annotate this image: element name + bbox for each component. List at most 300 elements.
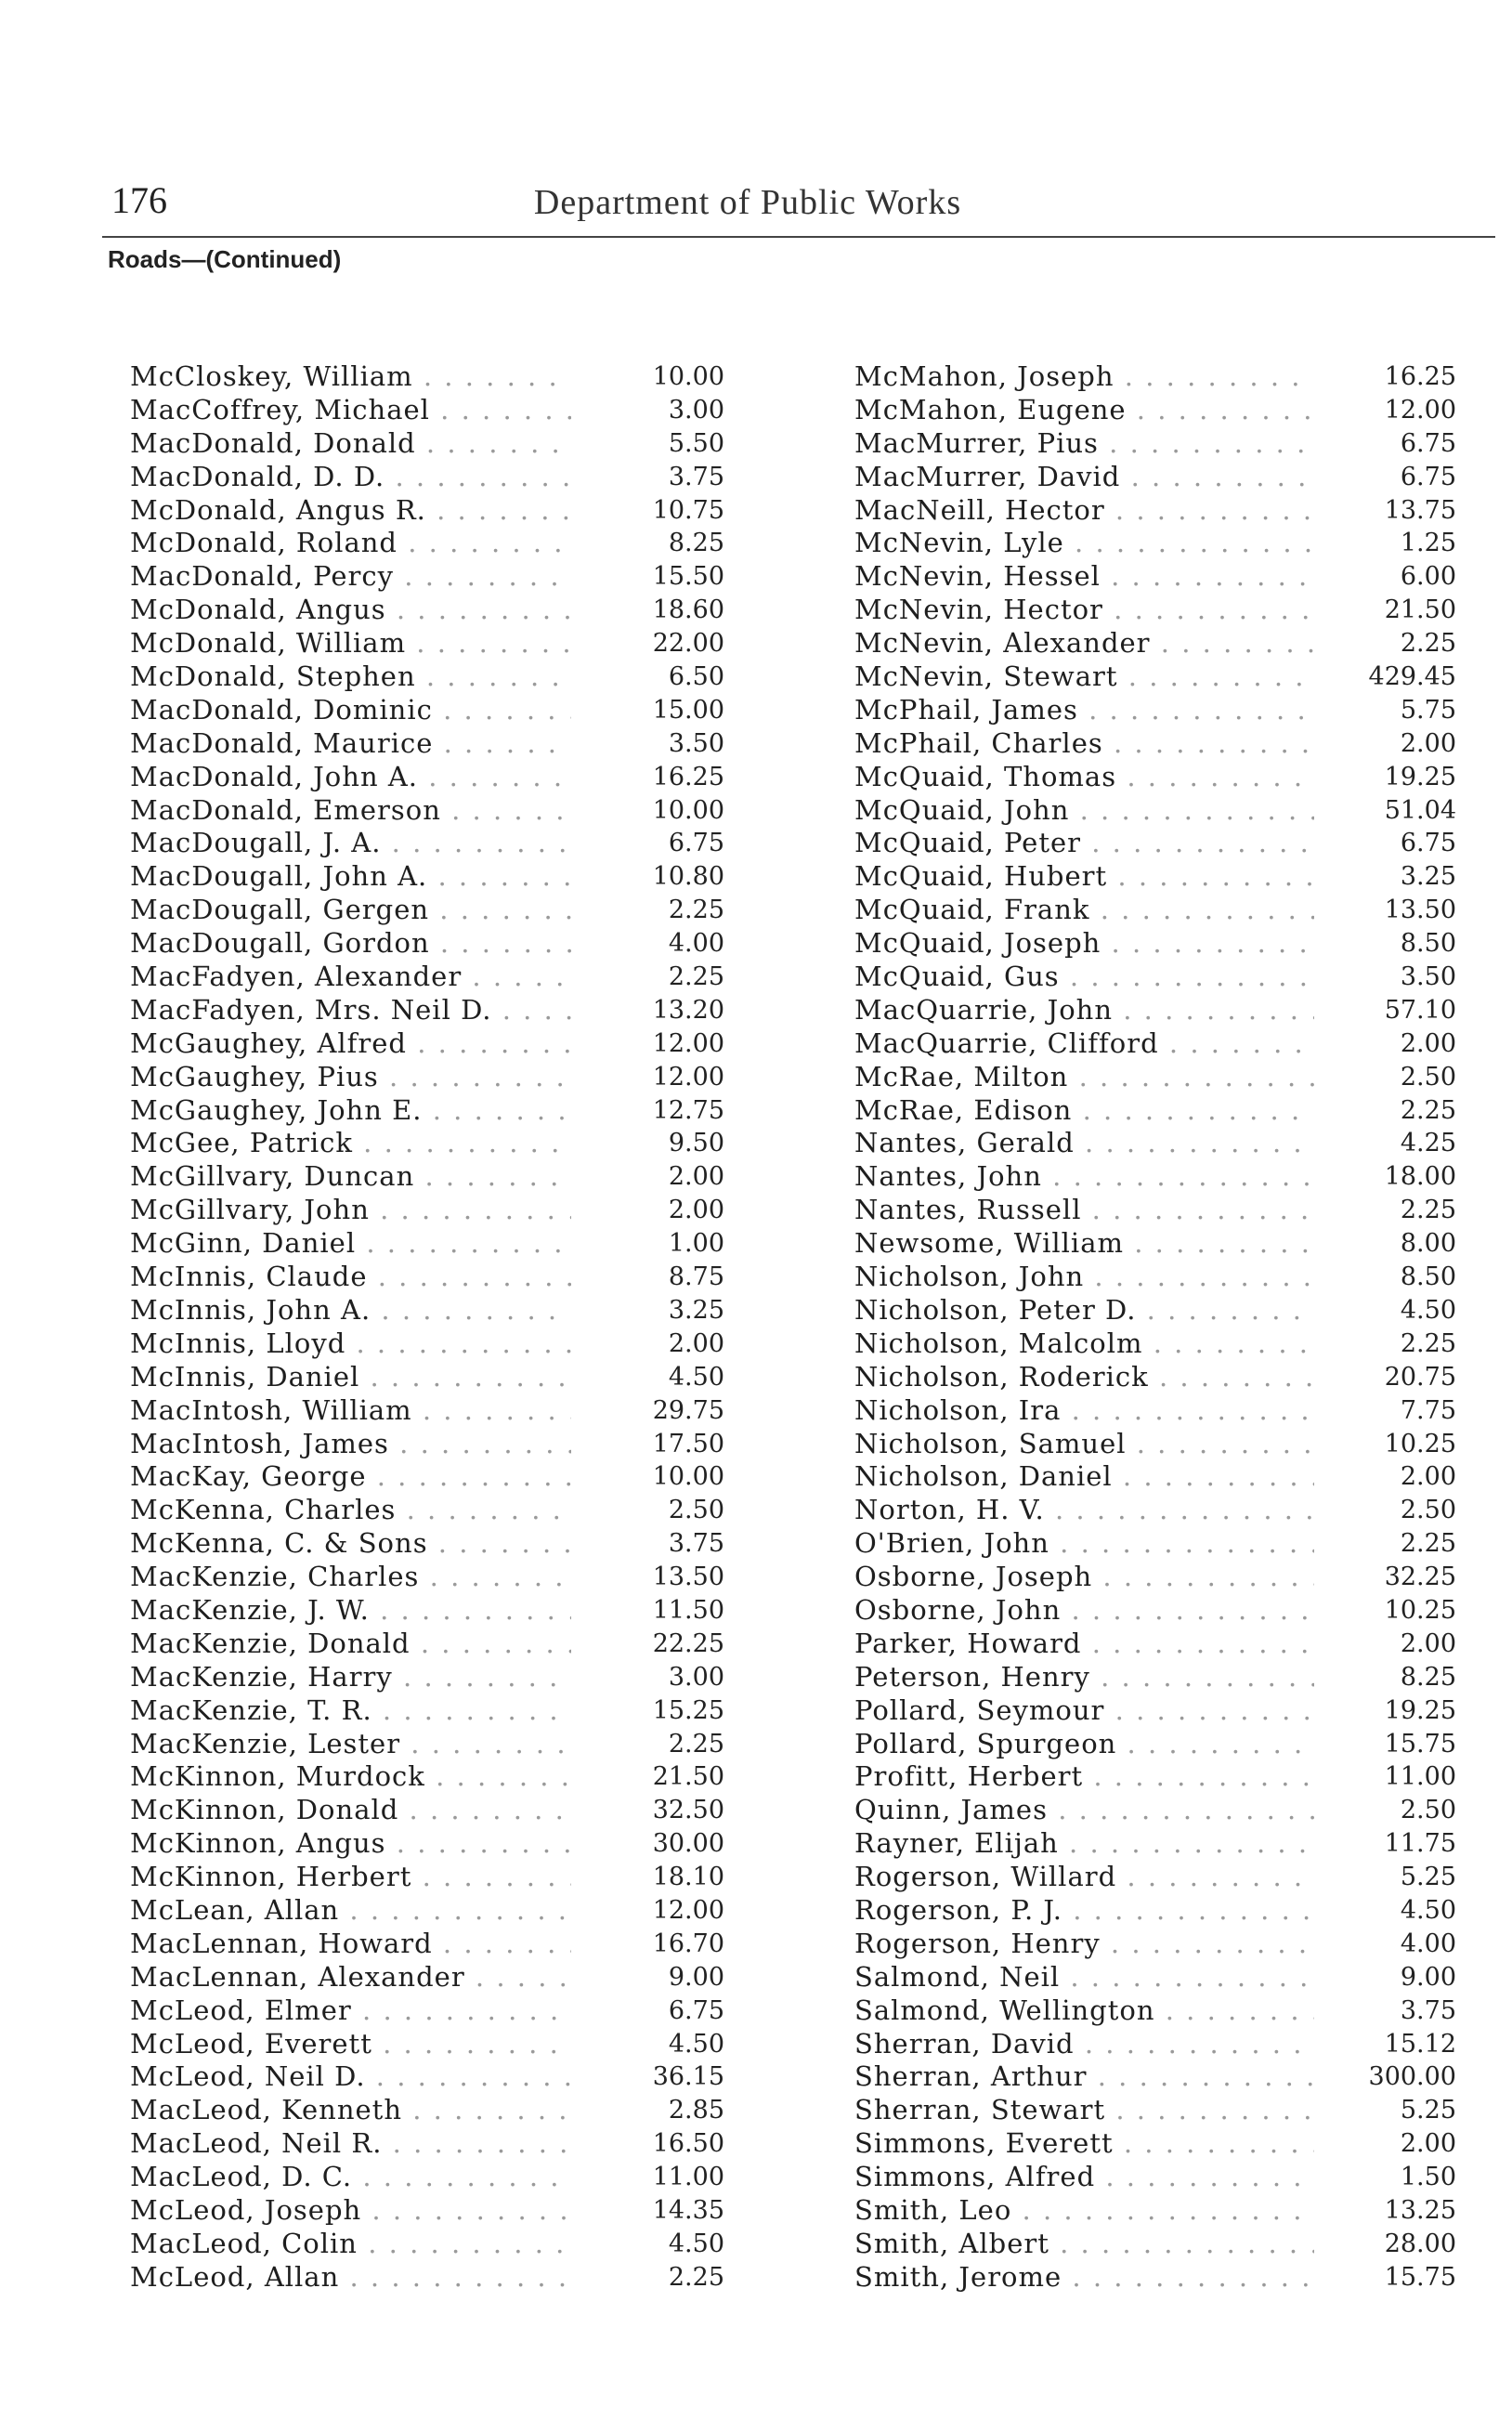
payment-amount: 4.25 [1400, 1129, 1456, 1158]
list-item [130, 1861, 724, 1894]
payee-name: MacIntosh, William . . . [130, 1394, 571, 1428]
payee-name: Smith, Leo . . . [854, 2194, 1314, 2228]
payee-name: MacDonald, John A. . . . [130, 761, 571, 794]
payment-amount: 29.75 [652, 1395, 724, 1425]
list-item [854, 1760, 1456, 1794]
list-item [130, 1628, 724, 1661]
payment-amount: 12.00 [652, 1028, 724, 1058]
payment-amount: 2.85 [668, 2096, 724, 2125]
list-item [854, 1261, 1456, 1294]
payee-name: McDonald, William . . . [130, 627, 571, 660]
payment-amount: 15.75 [1384, 2262, 1456, 2292]
payee-name: McGillvary, Duncan . . . [130, 1160, 571, 1194]
payee-name: MacDonald, Percy . . . [130, 560, 571, 594]
list-item [854, 994, 1456, 1027]
list-item [130, 627, 724, 660]
payment-amount: 14.35 [652, 2195, 724, 2225]
payee-name: McMahon, Eugene . . . [854, 394, 1314, 427]
payment-amount: 12.75 [652, 1095, 724, 1125]
payment-amount: 3.75 [668, 462, 724, 491]
payee-name: MacKenzie, J. W. . . . [130, 1594, 571, 1628]
payee-name: McDonald, Stephen . . . [130, 660, 571, 694]
list-item [854, 1127, 1456, 1160]
payee-name: McGillvary, John . . . [130, 1194, 571, 1227]
payment-amount: 1.25 [1400, 529, 1456, 558]
list-item [854, 2094, 1456, 2127]
page-header [111, 178, 1495, 238]
payment-amount: 10.80 [652, 862, 724, 892]
payee-name: Rayner, Elijah . . . [854, 1827, 1314, 1861]
payment-amount: 7.75 [1400, 1395, 1456, 1425]
payment-amount: 11.00 [652, 2163, 724, 2192]
list-item [854, 1494, 1456, 1527]
payment-amount: 13.75 [1384, 495, 1456, 525]
payment-amount: 2.00 [668, 1162, 724, 1192]
payee-name: McNevin, Hector . . . [854, 594, 1314, 627]
payee-name: McKinnon, Herbert . . . [130, 1861, 571, 1894]
payee-name: McDonald, Angus R. . . . [130, 494, 571, 528]
payment-amount: 3.50 [668, 728, 724, 758]
payment-amount: 2.00 [1400, 2129, 1456, 2159]
payment-amount: 2.00 [1400, 1628, 1456, 1658]
list-item [130, 1294, 724, 1327]
list-item [130, 1194, 724, 1227]
list-item [130, 1894, 724, 1928]
payment-amount: 8.25 [1400, 1662, 1456, 1692]
payee-name: Nicholson, Malcolm . . . [854, 1327, 1314, 1361]
payment-amount: 8.50 [1400, 1262, 1456, 1292]
payee-name: McQuaid, Peter . . . [854, 827, 1314, 860]
list-item [130, 1394, 724, 1428]
payment-amount: 12.00 [652, 1895, 724, 1925]
payee-name: Peterson, Henry . . . [854, 1661, 1314, 1694]
list-item [130, 927, 724, 961]
payment-amount: 3.50 [1400, 962, 1456, 992]
payee-name: MacLennan, Alexander . . . [130, 1961, 571, 1994]
payee-name: MacNeill, Hector . . . [854, 494, 1314, 528]
payee-name: Pollard, Spurgeon . . . [854, 1728, 1314, 1761]
payee-name: Nantes, John . . . [854, 1160, 1314, 1194]
list-item [854, 660, 1456, 694]
payee-name: McDonald, Angus . . . [130, 594, 571, 627]
payment-amount: 2.25 [668, 896, 724, 925]
list-item [130, 1160, 724, 1194]
payee-name: Nicholson, John . . . [854, 1261, 1314, 1294]
right-column [854, 360, 1456, 2295]
payment-amount: 4.50 [1400, 1895, 1456, 1925]
payment-amount: 11.75 [1384, 1829, 1456, 1859]
list-item [854, 2127, 1456, 2161]
payment-amount: 2.00 [1400, 1028, 1456, 1058]
payment-amount: 3.25 [668, 1295, 724, 1325]
payee-name: McQuaid, John . . . [854, 794, 1314, 828]
payee-name: MacLeod, Kenneth . . . [130, 2094, 571, 2127]
list-item [130, 1961, 724, 1994]
payment-amount: 12.00 [1384, 395, 1456, 425]
list-item [854, 727, 1456, 761]
list-item [130, 2028, 724, 2061]
list-item [854, 860, 1456, 894]
payee-name: McGee, Patrick . . . [130, 1127, 571, 1160]
payee-name: McQuaid, Gus . . . [854, 961, 1314, 994]
payee-name: McGaughey, John E. . . . [130, 1094, 571, 1128]
payment-amount: 2.25 [1400, 629, 1456, 659]
payment-amount: 10.75 [652, 495, 724, 525]
payee-name: MacMurrer, Pius . . . [854, 427, 1314, 461]
payee-name: MacDougall, Gordon . . . [130, 927, 571, 961]
list-item [854, 1928, 1456, 1961]
payment-amount: 5.25 [1400, 2096, 1456, 2125]
payee-name: MacMurrer, David . . . [854, 461, 1314, 494]
list-item [130, 1594, 724, 1628]
payment-amount: 2.25 [1400, 1529, 1456, 1559]
payment-amount: 22.00 [652, 629, 724, 659]
payment-amount: 2.25 [1400, 1196, 1456, 1225]
payment-amount: 9.50 [668, 1129, 724, 1158]
payee-name: MacKenzie, Harry . . . [130, 1661, 571, 1694]
payment-amount: 6.00 [1400, 562, 1456, 592]
list-item [130, 1494, 724, 1527]
payment-amount: 13.50 [1384, 896, 1456, 925]
payment-amount: 57.10 [1384, 995, 1456, 1025]
list-item [130, 527, 724, 560]
payee-name: Sherran, Arthur . . . [854, 2060, 1314, 2094]
list-item [130, 794, 724, 828]
list-item [854, 2261, 1456, 2295]
payment-amount: 6.75 [1400, 829, 1456, 858]
payee-name: MacDonald, Donald . . . [130, 427, 571, 461]
list-item [854, 1160, 1456, 1194]
payee-name: Pollard, Seymour . . . [854, 1694, 1314, 1728]
list-item [130, 1127, 724, 1160]
list-item [130, 961, 724, 994]
list-item [854, 1894, 1456, 1928]
payee-name: Nicholson, Ira . . . [854, 1394, 1314, 1428]
payee-name: Nicholson, Peter D. . . . [854, 1294, 1314, 1327]
payment-amount: 6.75 [1400, 428, 1456, 458]
payment-amount: 19.25 [1384, 1695, 1456, 1725]
payment-amount: 9.00 [668, 1962, 724, 1992]
payment-amount: 2.50 [1400, 1796, 1456, 1825]
list-item [130, 2161, 724, 2194]
payment-amount: 3.00 [668, 395, 724, 425]
payment-amount: 16.25 [1384, 362, 1456, 391]
list-item [854, 1794, 1456, 1827]
payee-name: McNevin, Alexander . . . [854, 627, 1314, 660]
payment-amount: 10.00 [652, 362, 724, 391]
list-item [130, 461, 724, 494]
list-item [854, 2194, 1456, 2228]
page-number: 176 [111, 179, 167, 221]
list-item [130, 594, 724, 627]
payee-name: MacDonald, Emerson . . . [130, 794, 571, 828]
list-item [130, 727, 724, 761]
payee-name: McRae, Edison . . . [854, 1094, 1314, 1128]
payment-amount: 4.00 [668, 929, 724, 959]
payment-amount: 300.00 [1368, 2062, 1456, 2092]
payment-amount: 17.50 [652, 1429, 724, 1458]
payee-name: McCloskey, William . . . [130, 360, 571, 394]
payee-name: McLeod, Joseph . . . [130, 2194, 571, 2228]
payment-amount: 15.12 [1384, 2029, 1456, 2059]
payee-name: MacLeod, D. C. . . . [130, 2161, 571, 2194]
payee-name: McGaughey, Alfred . . . [130, 1027, 571, 1061]
list-item [130, 660, 724, 694]
payment-amount: 2.25 [668, 1729, 724, 1759]
payment-amount: 51.04 [1384, 795, 1456, 825]
list-item [854, 827, 1456, 860]
list-item [854, 1061, 1456, 1094]
payee-name: McLeod, Everett . . . [130, 2028, 571, 2061]
list-item [130, 360, 724, 394]
payment-amount: 2.50 [1400, 1496, 1456, 1525]
list-item [130, 1094, 724, 1128]
list-item [130, 1760, 724, 1794]
payee-name: McKenna, Charles . . . [130, 1494, 571, 1527]
list-item [854, 1561, 1456, 1594]
payee-name: McNevin, Stewart . . . [854, 660, 1314, 694]
page-title: Department of Public Works [533, 183, 962, 222]
payment-amount: 1.00 [668, 1229, 724, 1259]
payment-amount: 21.50 [1384, 595, 1456, 625]
payee-name: McQuaid, Frank . . . [854, 894, 1314, 927]
payment-amount: 15.50 [652, 562, 724, 592]
list-item [854, 1361, 1456, 1394]
payee-name: MacKenzie, Charles . . . [130, 1561, 571, 1594]
payment-amount: 12.00 [652, 1062, 724, 1092]
payment-amount: 5.50 [668, 428, 724, 458]
payee-name: McGinn, Daniel . . . [130, 1227, 571, 1261]
payee-name: Quinn, James . . . [854, 1794, 1314, 1827]
list-item [854, 1094, 1456, 1128]
payee-name: McKinnon, Murdock . . . [130, 1760, 571, 1794]
payment-amount: 2.25 [668, 2262, 724, 2292]
payee-name: Smith, Albert . . . [854, 2228, 1314, 2261]
payee-name: MacQuarrie, Clifford . . . [854, 1027, 1314, 1061]
payment-amount: 2.25 [1400, 1095, 1456, 1125]
payment-amount: 11.50 [652, 1595, 724, 1625]
payment-amount: 30.00 [652, 1829, 724, 1859]
list-item [130, 1327, 724, 1361]
list-item [130, 2127, 724, 2161]
payee-name: MacKenzie, Lester . . . [130, 1728, 571, 1761]
payment-amount: 429.45 [1368, 662, 1456, 692]
payment-amount: 13.50 [652, 1563, 724, 1592]
payment-amount: 8.00 [1400, 1229, 1456, 1259]
payment-amount: 20.75 [1384, 1362, 1456, 1392]
payment-amount: 11.00 [1384, 1762, 1456, 1792]
list-item [130, 494, 724, 528]
payee-name: Newsome, William . . . [854, 1227, 1314, 1261]
list-item [854, 2228, 1456, 2261]
payee-name: McQuaid, Hubert . . . [854, 860, 1314, 894]
list-item [854, 527, 1456, 560]
list-item [854, 1194, 1456, 1227]
list-item [130, 1027, 724, 1061]
payee-name: McPhail, Charles . . . [854, 727, 1314, 761]
list-item [854, 461, 1456, 494]
list-item [130, 2060, 724, 2094]
list-item [854, 594, 1456, 627]
payment-amount: 5.25 [1400, 1863, 1456, 1892]
list-item [854, 360, 1456, 394]
payee-name: McInnis, Claude . . . [130, 1261, 571, 1294]
list-item [854, 560, 1456, 594]
payee-name: Parker, Howard . . . [854, 1628, 1314, 1661]
list-item [854, 1861, 1456, 1894]
list-item [854, 894, 1456, 927]
payment-amount: 10.00 [652, 795, 724, 825]
payee-name: McMahon, Joseph . . . [854, 360, 1314, 394]
list-item [130, 994, 724, 1027]
payee-name: McRae, Milton . . . [854, 1061, 1314, 1094]
payee-name: MacDougall, Gergen . . . [130, 894, 571, 927]
payee-name: MacDougall, J. A. . . . [130, 827, 571, 860]
payment-amount: 2.50 [1400, 1062, 1456, 1092]
list-item [854, 1027, 1456, 1061]
left-column [130, 360, 724, 2295]
list-item [130, 1061, 724, 1094]
payee-name: Rogerson, Henry . . . [854, 1928, 1314, 1961]
payee-name: Nantes, Gerald . . . [854, 1127, 1314, 1160]
payment-amount: 16.50 [652, 2129, 724, 2159]
payee-name: Osborne, Joseph . . . [854, 1561, 1314, 1594]
payment-amount: 21.50 [652, 1762, 724, 1792]
list-item [130, 1361, 724, 1394]
payee-name: MacKenzie, Donald . . . [130, 1628, 571, 1661]
payee-name: MacIntosh, James . . . [130, 1428, 571, 1461]
payment-amount: 32.25 [1384, 1563, 1456, 1592]
payee-name: MacLeod, Neil R. . . . [130, 2127, 571, 2161]
payee-name: McInnis, Lloyd . . . [130, 1327, 571, 1361]
payment-amount: 18.10 [652, 1863, 724, 1892]
payment-amount: 10.25 [1384, 1595, 1456, 1625]
list-item [130, 394, 724, 427]
list-item [854, 1661, 1456, 1694]
payment-amount: 13.25 [1384, 2195, 1456, 2225]
payment-amount: 2.25 [668, 962, 724, 992]
payment-amount: 19.25 [1384, 762, 1456, 791]
list-item [130, 560, 724, 594]
payee-name: McKinnon, Donald . . . [130, 1794, 571, 1827]
list-item [854, 1460, 1456, 1494]
list-item [130, 1827, 724, 1861]
payment-amount: 5.75 [1400, 695, 1456, 725]
list-item [130, 1794, 724, 1827]
payment-amount: 13.20 [652, 995, 724, 1025]
payee-name: McLeod, Neil D. . . . [130, 2060, 571, 2094]
payee-name: MacDonald, Dominic . . . [130, 694, 571, 727]
payment-amount: 3.25 [1400, 862, 1456, 892]
list-item [854, 627, 1456, 660]
payment-amount: 6.75 [668, 829, 724, 858]
list-item [854, 961, 1456, 994]
payment-amount: 15.75 [1384, 1729, 1456, 1759]
list-item [130, 761, 724, 794]
payment-amount: 36.15 [652, 2062, 724, 2092]
payee-name: MacDonald, D. D. . . . [130, 461, 571, 494]
list-item [130, 2228, 724, 2261]
list-item [130, 1728, 724, 1761]
payee-name: Smith, Jerome . . . [854, 2261, 1314, 2295]
payment-amount: 2.00 [1400, 728, 1456, 758]
section-title: Roads—(Continued) [108, 245, 342, 273]
payee-name: McLean, Allan . . . [130, 1894, 571, 1928]
payee-name: MacLennan, Howard . . . [130, 1928, 571, 1961]
payment-amount: 10.25 [1384, 1429, 1456, 1458]
payee-name: McKinnon, Angus . . . [130, 1827, 571, 1861]
payee-name: MacKenzie, T. R. . . . [130, 1694, 571, 1728]
list-item [130, 1661, 724, 1694]
list-item [130, 894, 724, 927]
payment-amount: 9.00 [1400, 1962, 1456, 1992]
payee-name: MacCoffrey, Michael . . . [130, 394, 571, 427]
payment-amount: 3.00 [668, 1662, 724, 1692]
list-item [854, 1728, 1456, 1761]
list-item [854, 1628, 1456, 1661]
payee-name: Nicholson, Samuel . . . [854, 1428, 1314, 1461]
list-item [854, 1227, 1456, 1261]
payee-name: Sherran, David . . . [854, 2028, 1314, 2061]
list-item [854, 1994, 1456, 2028]
payee-name: McGaughey, Pius . . . [130, 1061, 571, 1094]
payment-amount: 8.25 [668, 529, 724, 558]
payee-name: MacDonald, Maurice . . . [130, 727, 571, 761]
payment-amount: 6.75 [668, 1995, 724, 2025]
list-item [130, 1928, 724, 1961]
payment-amount: 15.00 [652, 695, 724, 725]
list-item [854, 927, 1456, 961]
payment-amount: 6.75 [1400, 462, 1456, 491]
list-item [854, 1428, 1456, 1461]
payee-name: McQuaid, Joseph . . . [854, 927, 1314, 961]
payment-amount: 6.50 [668, 662, 724, 692]
payee-name: Rogerson, Willard . . . [854, 1861, 1314, 1894]
payment-amount: 4.00 [1400, 1929, 1456, 1958]
payee-name: Sherran, Stewart . . . [854, 2094, 1314, 2127]
payment-amount: 2.00 [668, 1196, 724, 1225]
payment-amount: 2.25 [1400, 1328, 1456, 1358]
payment-amount: 18.60 [652, 595, 724, 625]
payee-name: MacKay, George . . . [130, 1460, 571, 1494]
list-item [130, 1561, 724, 1594]
payee-name: MacQuarrie, John . . . [854, 994, 1314, 1027]
list-item [130, 427, 724, 461]
payee-name: McNevin, Hessel . . . [854, 560, 1314, 594]
list-item [854, 1827, 1456, 1861]
payee-name: Profitt, Herbert . . . [854, 1760, 1314, 1794]
payment-amount: 2.00 [668, 1328, 724, 1358]
payment-amount: 4.50 [668, 2029, 724, 2059]
payee-name: McLeod, Elmer . . . [130, 1994, 571, 2028]
list-item [854, 1394, 1456, 1428]
list-item [854, 761, 1456, 794]
payee-name: McQuaid, Thomas . . . [854, 761, 1314, 794]
payment-amount: 1.50 [1400, 2163, 1456, 2192]
payee-name: O'Brien, John . . . [854, 1527, 1314, 1561]
list-item [854, 1961, 1456, 1994]
payee-name: Osborne, John . . . [854, 1594, 1314, 1628]
payee-name: McLeod, Allan . . . [130, 2261, 571, 2295]
payee-name: Salmond, Neil . . . [854, 1961, 1314, 1994]
list-item [854, 794, 1456, 828]
payee-name: Norton, H. V. . . . [854, 1494, 1314, 1527]
payment-amount: 32.50 [652, 1796, 724, 1825]
payee-name: McInnis, John A. . . . [130, 1294, 571, 1327]
list-item [130, 1460, 724, 1494]
list-item [854, 494, 1456, 528]
list-item [854, 2161, 1456, 2194]
